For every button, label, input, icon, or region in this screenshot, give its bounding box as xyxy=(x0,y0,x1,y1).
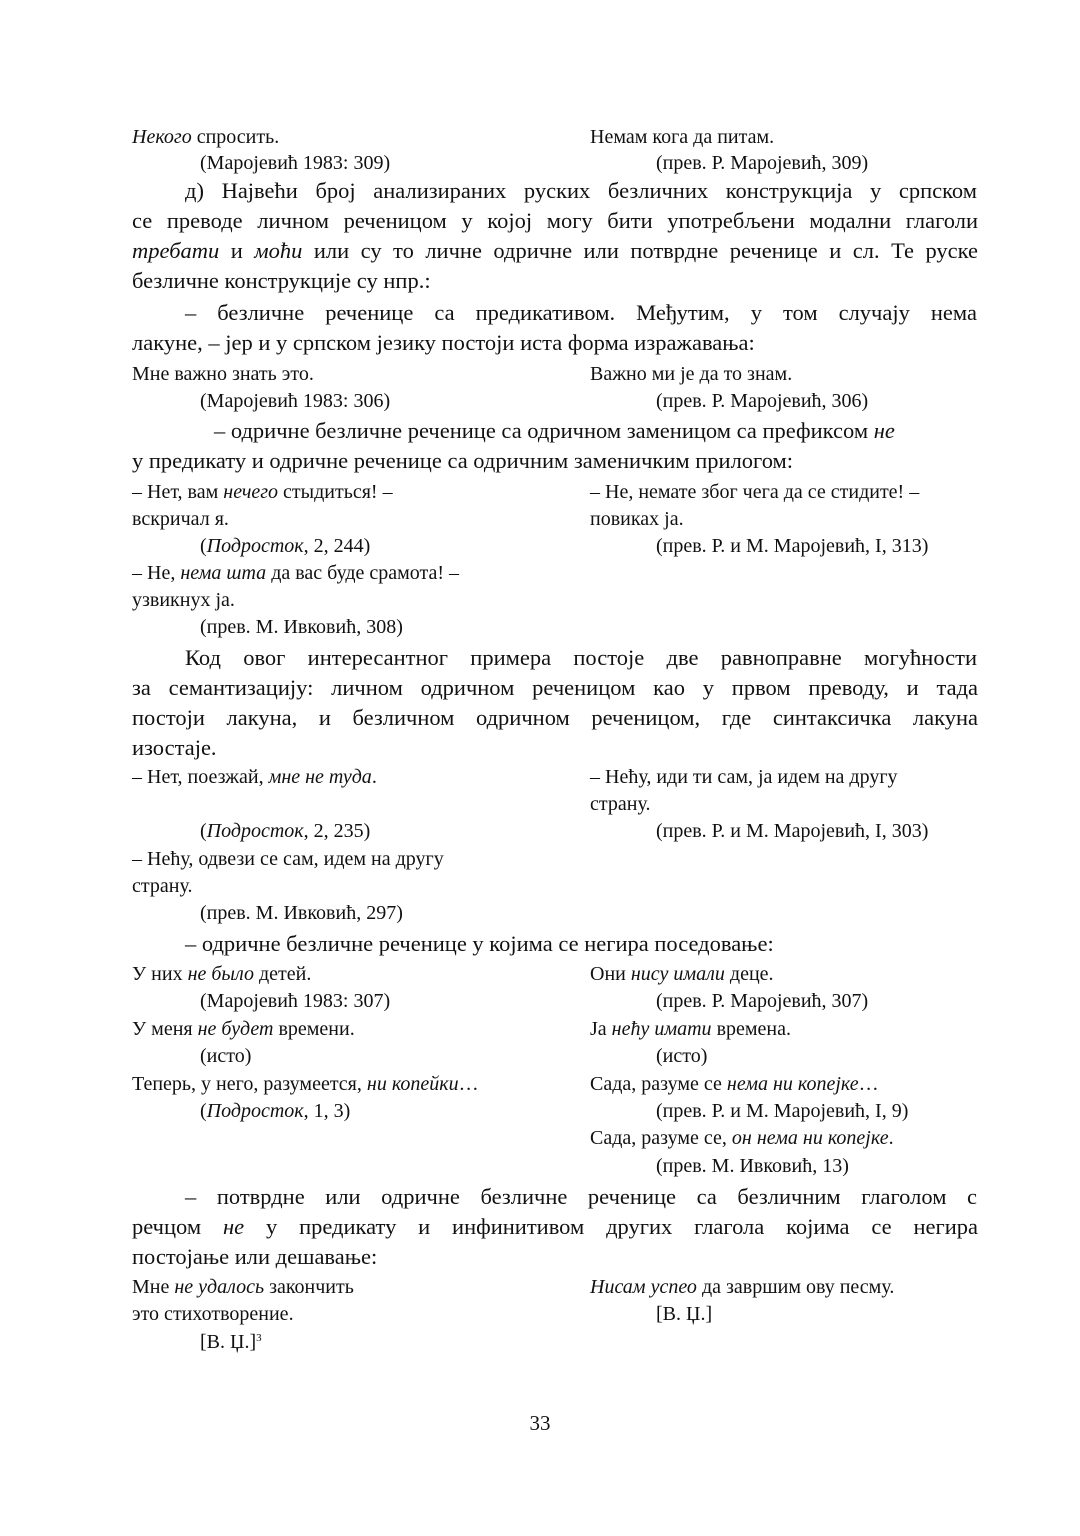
source-citation: (прев. М. Ивковић, 13) xyxy=(656,1155,849,1177)
source-citation: [В. Џ.]$^3$ xyxy=(200,1331,262,1353)
body-text-line: д) Највећи број анализираних руских безличних конструкција у српском xyxy=(185,178,977,203)
example-ru-line: Мне не удалось закончить xyxy=(132,1276,354,1298)
example-sr-line: Сада, разуме се нема ни копејке… xyxy=(590,1073,879,1095)
example-sr-line: Сада, разуме се, он нема ни копејке. xyxy=(590,1127,894,1149)
example-ru-line: вскричал я. xyxy=(132,508,229,530)
body-text-line: изостаје. xyxy=(132,735,217,760)
body-text-line: – одричне безличне реченице са одричном заменицом са префиксом не xyxy=(214,418,895,443)
source-citation: (Подросток, 2, 235) xyxy=(200,820,371,842)
body-text-line: лакуне, – јер и у српском језику постоји иста форма изражавања: xyxy=(132,330,755,355)
source-citation: (Подросток, 1, 3) xyxy=(200,1100,351,1122)
body-text-line: – потврдне или одричне безличне реченице са безличним глаголом с xyxy=(185,1184,977,1209)
body-text-line: – одричне безличне реченице у којима се негира поседовање: xyxy=(185,931,774,956)
example-sr-line: – Нећу, иди ти сам, ја идем на другу xyxy=(590,766,898,788)
body-text-line: у предикату и одричне реченице са одричним заменичким прилогом: xyxy=(132,448,794,473)
page-number: 33 xyxy=(529,1411,551,1435)
body-text-line: безличне конструкције су нпр.: xyxy=(132,268,431,293)
source-citation: (прев. М. Ивковић, 297) xyxy=(200,902,403,924)
example-sr-line: Немам кога да питам. xyxy=(590,126,775,148)
body-text-line: се преводе личном реченицом у којој могу бити употребљени модални глаголи xyxy=(132,208,978,233)
source-citation: (Маројевић 1983: 307) xyxy=(200,990,391,1012)
source-citation: (прев. Р. и М. Маројевић, I, 9) xyxy=(656,1100,909,1122)
example-sr-line: Ја нећу имати времена. xyxy=(590,1018,791,1040)
source-citation: (Маројевић 1983: 309) xyxy=(200,152,391,174)
source-citation: [В. Џ.] xyxy=(656,1303,713,1325)
source-citation: (прев. Р. и М. Маројевић, I, 303) xyxy=(656,820,929,842)
footnote-marker: 3 xyxy=(256,1332,262,1344)
example-sr-line: страну. xyxy=(590,793,651,815)
example-ru-line: это стихотворение. xyxy=(132,1303,294,1325)
source-citation: (исто) xyxy=(200,1045,252,1067)
source-citation: (Маројевић 1983: 306) xyxy=(200,390,391,412)
example-sr-line: Важно ми је да то знам. xyxy=(590,363,793,385)
source-citation: (прев. М. Ивковић, 308) xyxy=(200,616,403,638)
source-citation: (исто) xyxy=(656,1045,708,1067)
example-ru-line: У меня не будет времени. xyxy=(132,1018,355,1040)
example-ru-line: – Нет, поезжай, мне не туда. xyxy=(132,766,377,788)
body-text-line: – безличне реченице са предикативом. Међутим, у том случају нема xyxy=(185,300,977,325)
example-sr-line: – Не, нема шта да вас буде срамота! – xyxy=(132,562,460,584)
example-sr-line: – Нећу, одвези се сам, идем на другу xyxy=(132,848,444,870)
example-sr-line: узвикнух ја. xyxy=(132,589,235,611)
source-citation: (Подросток, 2, 244) xyxy=(200,535,371,557)
example-ru-line: Теперь, у него, разумеется, ни копейки… xyxy=(132,1073,479,1095)
source-citation: (прев. Р. Маројевић, 306) xyxy=(656,390,869,412)
example-ru-line: Некого спросить. xyxy=(132,126,280,148)
example-sr-line: – Не, немате због чега да се стидите! – xyxy=(590,481,920,503)
body-text-line: речцом не у предикату и инфинитивом других глагола којима се негира xyxy=(132,1214,978,1239)
example-sr-line: страну. xyxy=(132,875,193,897)
body-text-line: постоји лакуна, и безличном одричном реченицом, где синтаксичка лакуна xyxy=(132,705,978,730)
example-ru-line: У них не было детей. xyxy=(132,963,312,985)
body-text-line: за семантизацију: личном одричном реченицом као у првом преводу, и тада xyxy=(132,675,978,700)
body-text-line: Код овог интересантног примера постоје две равноправне могућности xyxy=(185,645,977,670)
example-sr-line: повиках ја. xyxy=(590,508,684,530)
body-text-line: требати и моћи или су то личне одричне или потврдне реченице и сл. Те руске xyxy=(132,238,978,263)
body-text-line: постојање или дешавање: xyxy=(132,1244,378,1269)
example-ru-line: Мне важно знать это. xyxy=(132,363,314,385)
source-citation: (прев. Р. и М. Маројевић, I, 313) xyxy=(656,535,929,557)
example-sr-line: Нисам успео да завршим ову песму. xyxy=(590,1276,895,1298)
example-ru-line: – Нет, вам нечего стыдиться! – xyxy=(132,481,393,503)
source-citation: (прев. Р. Маројевић, 307) xyxy=(656,990,869,1012)
example-sr-line: Они нису имали деце. xyxy=(590,963,774,985)
source-citation: (прев. Р. Маројевић, 309) xyxy=(656,152,869,174)
